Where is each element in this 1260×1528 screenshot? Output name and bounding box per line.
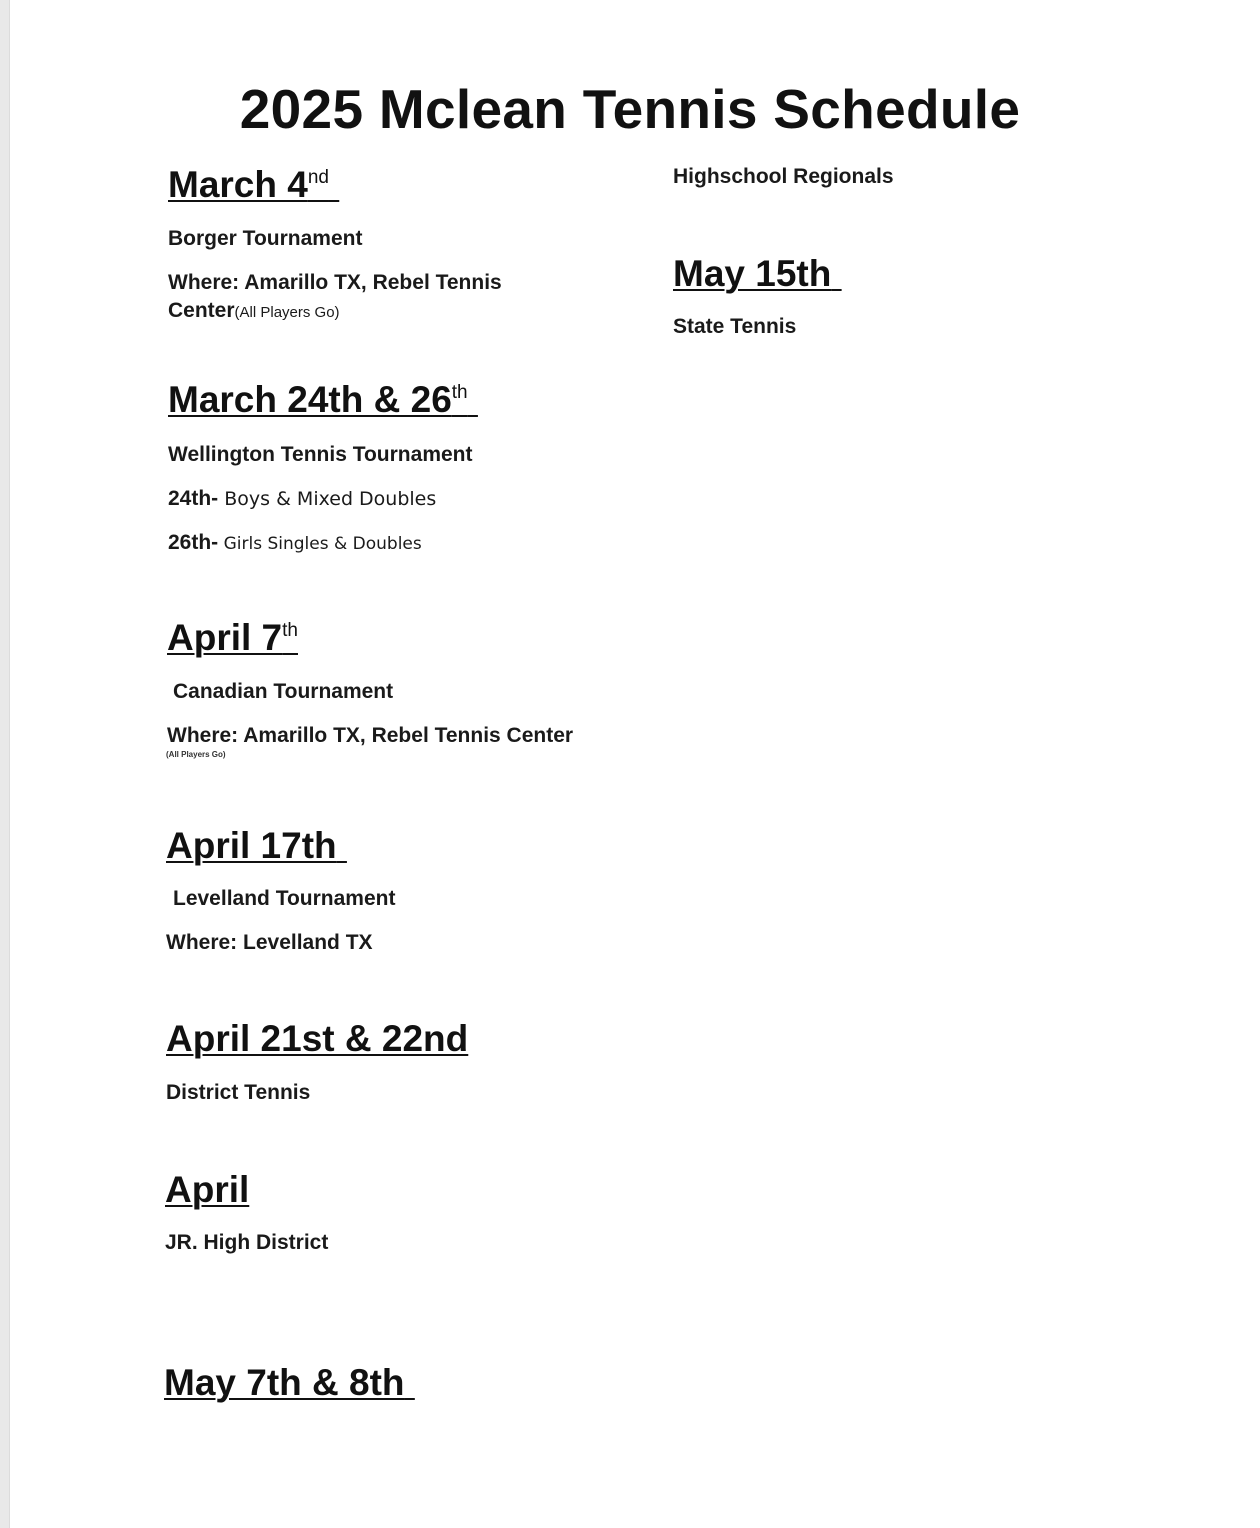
- event-where-levelland: Where: Levelland TX: [166, 931, 373, 954]
- all-players-note-small: (All Players Go): [166, 750, 226, 759]
- event-where-borger: Where: Amarillo TX, Rebel Tennis: [168, 271, 502, 294]
- all-players-note: (All Players Go): [234, 304, 340, 321]
- event-date-march-4: March 4nd: [168, 164, 329, 205]
- event-name-district: District Tennis: [166, 1081, 311, 1104]
- event-name-wellington: Wellington Tennis Tournament: [168, 443, 473, 466]
- event-date-april-21-22: April 21st & 22nd: [166, 1018, 469, 1059]
- event-name-levelland: Levelland Tournament: [173, 887, 396, 910]
- event-name-regionals: Highschool Regionals: [673, 165, 894, 188]
- event-date-march-24-26: March 24th & 26th: [168, 379, 468, 420]
- event-where-canadian: Where: Amarillo TX, Rebel Tennis Center: [167, 724, 574, 747]
- event-date-may-7-8: May 7th & 8th: [164, 1362, 405, 1403]
- event-name-jr-high-district: JR. High District: [165, 1231, 329, 1254]
- event-day-26: 26th- Girls Singles & Doubles: [168, 531, 422, 554]
- event-name-borger: Borger Tournament: [168, 227, 363, 250]
- page-title: 2025 Mclean Tennis Schedule: [239, 78, 1021, 140]
- event-name-canadian: Canadian Tournament: [173, 680, 394, 703]
- event-day-24: 24th- Boys & Mixed Doubles: [168, 487, 437, 510]
- event-date-april-17: April 17th: [166, 825, 337, 866]
- event-name-state: State Tennis: [673, 315, 797, 338]
- event-date-april-7: April 7th: [167, 617, 298, 658]
- event-date-april: April: [165, 1169, 250, 1210]
- page-edge: [0, 0, 10, 1528]
- event-date-may-15: May 15th: [673, 253, 832, 294]
- event-where-borger-cont: Center(All Players Go): [168, 299, 340, 322]
